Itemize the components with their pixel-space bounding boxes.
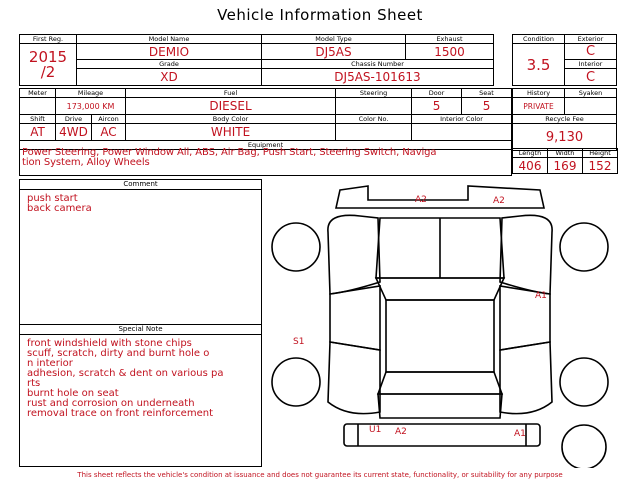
length-value: 406 (513, 158, 548, 174)
interior-color-value (412, 124, 512, 141)
color-no-label: Color No. (336, 115, 412, 124)
body-color-label: Body Color (126, 115, 336, 124)
damage-marker-u1: U1 (369, 425, 382, 435)
interior-color-label: Interior Color (412, 115, 512, 124)
special-note-line: scuff, scratch, dirty and burnt hole o (27, 348, 210, 359)
model-type-label: Model Type (262, 35, 406, 44)
vehicle-info-table (19, 34, 494, 86)
spare-wheel-icon (562, 425, 606, 468)
first-reg-value (20, 44, 77, 86)
windshield-icon (376, 278, 504, 300)
chassis-label: Chassis Number (262, 60, 494, 69)
damage-marker-s1: S1 (293, 337, 305, 347)
first-reg-label: First Reg. (20, 35, 77, 44)
damage-marker-a1: A1 (535, 291, 547, 301)
wheel-front-left-icon (272, 223, 320, 271)
grade-label: Grade (77, 60, 262, 69)
height-label: Height (583, 149, 618, 158)
equipment-line-1: Power Steering, Power Window All, ABS, Air Bag, Push Start, Steering Switch, Naviga (22, 147, 437, 158)
damage-marker-a1: A1 (514, 429, 526, 439)
equipment-text (19, 148, 511, 173)
seat-label: Seat (462, 89, 512, 98)
length-label: Length (513, 149, 548, 158)
sheet-title: Vehicle Information Sheet (217, 6, 423, 24)
special-note-line: burnt hole on seat (27, 388, 119, 399)
first-reg-month: /2 (40, 62, 56, 81)
wheel-rear-left-icon (272, 358, 320, 406)
exhaust-label: Exhaust (406, 35, 494, 44)
aircon-label: Aircon (92, 115, 126, 124)
history-label: History (513, 89, 565, 98)
damage-marker-a2: A2 (415, 195, 427, 205)
drive-value: 4WD (56, 124, 92, 141)
history-table (512, 88, 617, 151)
disclaimer-footer: This sheet reflects the vehicle's condition at issuance and does not guarantee its current state, functionality, or suitability for any purpose (77, 471, 563, 479)
special-note-line: removal trace on front reinforcement (27, 408, 213, 419)
front-bumper-icon (336, 186, 544, 208)
special-note-line: adhesion, scratch & dent on various pa (27, 368, 224, 379)
drive-label: Drive (56, 115, 92, 124)
recycle-fee-label: Recycle Fee (513, 115, 617, 124)
meter-label: Meter (20, 89, 56, 98)
first-reg-year: 2015 (28, 47, 68, 66)
exterior-grade: C (565, 44, 617, 60)
fuel-label: Fuel (126, 89, 336, 98)
roof-icon (386, 300, 494, 372)
interior-grade: C (565, 69, 617, 86)
comment-box (19, 179, 262, 325)
mileage-label: Mileage (56, 89, 126, 98)
special-note-line: rts (27, 378, 41, 389)
grade-value: XD (77, 69, 262, 86)
damage-marker-a2: A2 (493, 196, 505, 206)
mileage-value: 173,000 KM (56, 98, 126, 115)
comment-line: push start (27, 193, 78, 204)
condition-label: Condition (513, 35, 565, 44)
right-rear-door-icon (500, 342, 552, 414)
special-note-line: rust and corrosion on underneath (27, 398, 195, 409)
comment-text (20, 190, 261, 218)
recycle-fee-value: 9,130 (513, 124, 617, 151)
interior-label: Interior (565, 60, 617, 69)
steering-label: Steering (336, 89, 412, 98)
shift-value: AT (20, 124, 56, 141)
seat-value: 5 (462, 98, 512, 115)
meter-value (20, 98, 56, 115)
special-note-line: n interior (27, 358, 73, 369)
rear-window-icon (378, 372, 502, 394)
wheel-rear-right-icon (560, 358, 608, 406)
comment-line: back camera (27, 203, 92, 214)
width-value: 169 (548, 158, 583, 174)
left-front-door-icon (330, 286, 380, 350)
special-note-header: Special Note (20, 325, 261, 335)
syaken-value (565, 98, 617, 115)
fuel-value: DIESEL (126, 98, 336, 115)
dimensions-table (512, 148, 618, 174)
chassis-value: DJ5AS-101613 (262, 69, 494, 86)
wheel-front-right-icon (560, 223, 608, 271)
exterior-label: Exterior (565, 35, 617, 44)
damage-marker-a2: A2 (395, 427, 407, 437)
door-value: 5 (412, 98, 462, 115)
door-label: Door (412, 89, 462, 98)
model-type-value: DJ5AS (262, 44, 406, 60)
condition-score: 3.5 (513, 44, 565, 86)
trunk-icon (378, 394, 502, 418)
model-name-value: DEMIO (77, 44, 262, 60)
right-front-fender-icon (500, 215, 552, 294)
exhaust-value: 1500 (406, 44, 494, 60)
left-front-fender-icon (328, 215, 380, 294)
height-value: 152 (583, 158, 618, 174)
equipment-line-2: tion System, Alloy Wheels (22, 157, 150, 168)
special-note-text (20, 335, 261, 423)
shift-label: Shift (20, 115, 56, 124)
special-note-box (19, 324, 262, 467)
left-rear-door-icon (328, 342, 380, 414)
car-damage-diagram (268, 182, 628, 468)
aircon-value: AC (92, 124, 126, 141)
body-color-value: WHITE (126, 124, 336, 141)
special-note-line: front windshield with stone chips (27, 338, 192, 349)
history-value: PRIVATE (513, 98, 565, 115)
condition-table (512, 34, 617, 86)
width-label: Width (548, 149, 583, 158)
equipment-label: Equipment (20, 141, 512, 150)
syaken-label: Syaken (565, 89, 617, 98)
color-no-value (336, 124, 412, 141)
comment-header: Comment (20, 180, 261, 190)
steering-value (336, 98, 412, 115)
model-name-label: Model Name (77, 35, 262, 44)
